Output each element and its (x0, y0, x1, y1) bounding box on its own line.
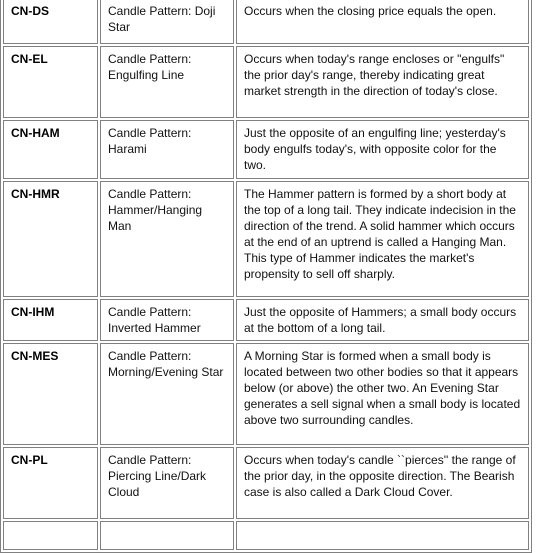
table-row (3, 120, 529, 179)
row-name: Candle Pattern: Piercing Line/Dark Cloud (100, 447, 234, 519)
row-description: Just the opposite of an engulfing line; yesterday's body engulfs today's, with opposite color for the two. (236, 120, 529, 179)
table-row (3, 299, 529, 341)
row-code: CN-HAM (3, 120, 98, 179)
row-name: Candle Pattern: Inverted Hammer (100, 299, 234, 341)
row-name: Candle Pattern: Engulfing Line (100, 46, 234, 118)
table-row (3, 0, 529, 44)
row-code: CN-DS (3, 0, 98, 44)
row-code: CN-EL (3, 46, 98, 118)
row-name: Candle Pattern: Hammer/Hanging Man (100, 181, 234, 297)
table-row (3, 343, 529, 445)
row-description: Occurs when the closing price equals the open. (236, 0, 529, 44)
table-row (3, 181, 529, 297)
row-description: Occurs when today's range encloses or "engulfs" the prior day's range, thereby indicating great market strength in the direction of today's close. (236, 46, 529, 118)
row-description-empty (236, 521, 529, 550)
row-name-empty (100, 521, 234, 550)
row-name: Candle Pattern: Harami (100, 120, 234, 179)
row-code: CN-IHM (3, 299, 98, 341)
row-name: Candle Pattern: Morning/Evening Star (100, 343, 234, 445)
row-code: CN-HMR (3, 181, 98, 297)
row-description: Just the opposite of Hammers; a small body occurs at the bottom of a long tail. (236, 299, 529, 341)
row-description: The Hammer pattern is formed by a short body at the top of a long tail. They indicate indecision in the direction of the trend. A solid hammer which occurs at the end of an uptrend is called a Hanging Man. This type of Hammer indicates the market's propensity to sell off sharply. (236, 181, 529, 297)
row-code: CN-PL (3, 447, 98, 519)
row-name: Candle Pattern: Doji Star (100, 0, 234, 44)
row-code-empty (3, 521, 98, 550)
row-description: A Morning Star is formed when a small body is located between two other bodies so that it appears below (or above) the other two. An Evening Star generates a sell signal when a small body is located above two surrounding candles. (236, 343, 529, 445)
row-description: Occurs when today's candle ``pierces'' the range of the prior day, in the opposite direction. The Bearish case is also called a Dark Cloud Cover. (236, 447, 529, 519)
row-code: CN-MES (3, 343, 98, 445)
table-row-partial (3, 521, 529, 550)
table-row (3, 46, 529, 118)
table-row (3, 447, 529, 519)
